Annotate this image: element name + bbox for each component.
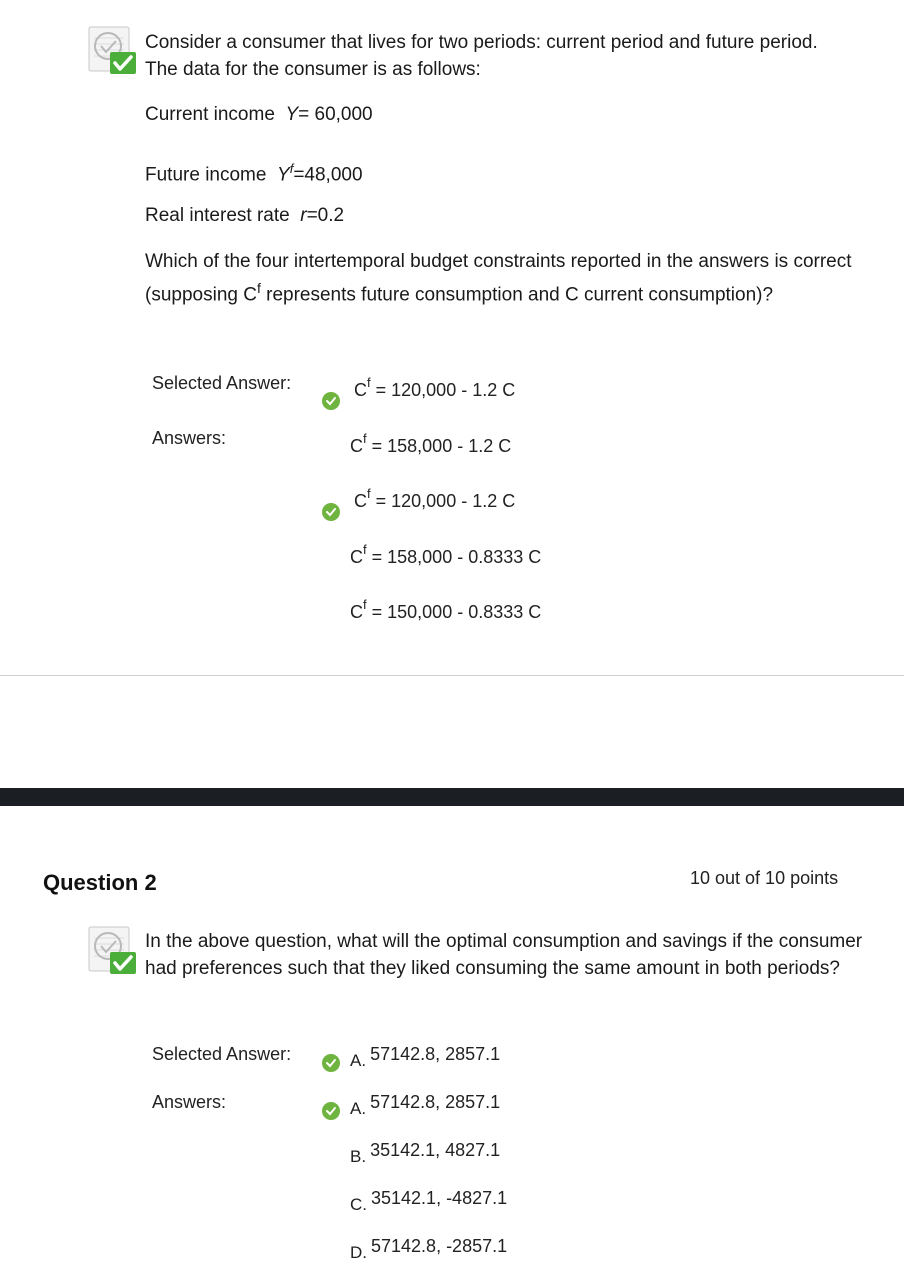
check-circle-icon xyxy=(322,392,340,410)
graded-correct-icon xyxy=(88,26,138,76)
q1-future-income: Future income $Y^f=48,000$ xyxy=(145,161,363,186)
q2-points: 10 out of 10 points xyxy=(690,868,839,888)
q1-answer-option: $C^f = 158,000 - 0.8333$ C xyxy=(350,542,542,567)
q2-answer-option: C. 35142.1, -4827.1 xyxy=(350,1188,508,1214)
question-separator-bar xyxy=(0,788,904,806)
check-circle-icon xyxy=(322,1102,340,1120)
q2-selected-answer-label: Selected Answer: xyxy=(152,1044,292,1064)
q1-answer-option: $C^f = 150,000 - 0.8333$ C xyxy=(350,597,542,622)
check-circle-icon xyxy=(322,1054,340,1072)
q2-answer-option: B. 35142.1, 4827.1 xyxy=(350,1140,501,1166)
q1-selected-answer: $C^f = 120,000 - 1.2$ C xyxy=(354,375,516,400)
q2-prompt: In the above question, what will the optimal consumption and savings if the consumer had preferences such that they liked consuming the same amount in both periods? xyxy=(145,931,863,979)
section-divider xyxy=(0,675,904,676)
q1-current-income: Current income Y= 60,000 xyxy=(145,104,373,125)
q2-answers-label: Answers: xyxy=(152,1092,227,1112)
q1-answer-option: $C^f = 120,000 - 1.2$ C xyxy=(354,486,516,511)
q2-answer-option: A. 57142.8, 2857.1 xyxy=(350,1092,501,1118)
q1-prompt: Consider a consumer that lives for two periods: current period and future period. The data for the consumer is as follows: xyxy=(145,32,818,80)
check-circle-icon xyxy=(322,503,340,521)
q1-selected-answer-label: Selected Answer: xyxy=(152,373,292,393)
q2-title: Question 2 xyxy=(43,870,157,895)
q2-answer-option: D. 57142.8, -2857.1 xyxy=(350,1236,508,1262)
graded-correct-icon xyxy=(88,926,138,976)
q1-answer-option: $C^f = 158,000 - 1.2$ C xyxy=(350,431,512,456)
q1-interest-rate: Real interest rate r=0.2 xyxy=(145,205,345,226)
q2-selected-answer: A. 57142.8, 2857.1 xyxy=(350,1044,501,1070)
q1-question: Which of the four intertemporal budget constraints reported in the answers is correct (supposing $C^f$ represents future consumption and C current consumption)? xyxy=(145,251,852,306)
q1-answers-label: Answers: xyxy=(152,428,227,448)
